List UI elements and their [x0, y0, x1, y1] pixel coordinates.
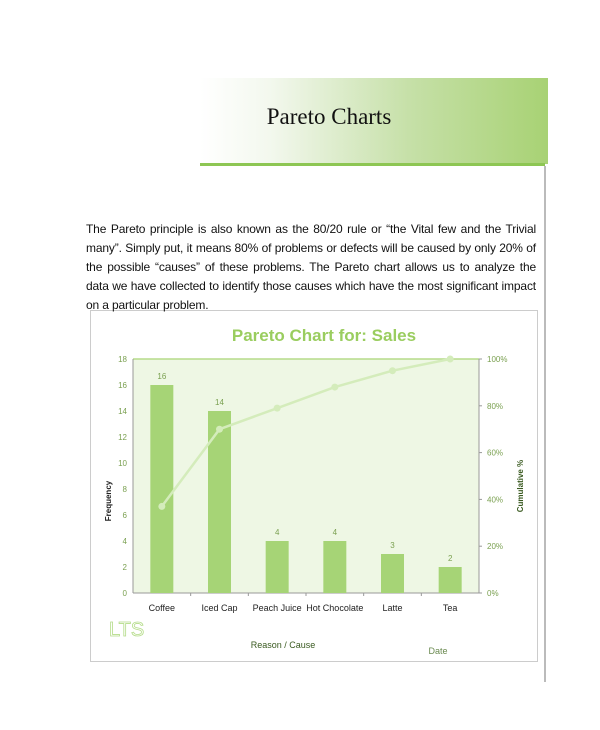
- y-tick-label: 10: [118, 459, 127, 468]
- x-tick-label: Hot Chocolate: [306, 603, 364, 613]
- cumulative-point: [331, 384, 338, 391]
- bar-coffee: [150, 385, 173, 593]
- bar-value-label: 16: [157, 372, 167, 381]
- page-title: Pareto Charts: [266, 104, 392, 129]
- y-tick-label: 2: [122, 563, 127, 572]
- y2-tick-label: 0%: [487, 589, 499, 598]
- bar-value-label: 4: [274, 528, 280, 537]
- x-tick-label: Coffee: [148, 603, 176, 613]
- header-divider: [200, 163, 545, 166]
- bar-value-label: 4: [332, 528, 338, 537]
- y-tick-label: 0: [122, 589, 127, 598]
- y2-tick-label: 60%: [487, 448, 504, 458]
- y-tick-label: 8: [122, 485, 127, 494]
- bar-hot-chocolate: [323, 541, 346, 593]
- chart-title: Pareto Chart for: Sales: [231, 326, 417, 345]
- bar-peach-juice: [266, 541, 289, 593]
- intro-paragraph: The Pareto principle is also known as the 80/20 rule or “the Vital few and the Trivial many”. Simply put, it means 80% of problems or defects will be caused by only 20% of the possible “causes” of these problems. The Pareto chart allows us to analyze the data we have collected to identify those causes which have the most significant impact on a particular problem.: [86, 222, 536, 312]
- chart-svg: [91, 311, 537, 661]
- bar-value-label: 14: [215, 398, 224, 407]
- cumulative-point: [216, 426, 223, 433]
- y2-axis-label: Cumulative %: [516, 459, 525, 513]
- y-tick-label: 6: [122, 511, 127, 520]
- page-right-border: [544, 166, 546, 682]
- x-tick-label: Peach Juice: [252, 603, 302, 613]
- y-axis-label: Frequency: [104, 480, 113, 522]
- y-tick-label: 4: [122, 537, 127, 546]
- y2-tick-label: 100%: [487, 355, 508, 364]
- y2-tick-label: 20%: [487, 542, 504, 552]
- bar-latte: [381, 554, 404, 593]
- cumulative-point: [389, 367, 396, 374]
- y-tick-label: 14: [118, 407, 127, 416]
- x-tick-label: Tea: [442, 603, 458, 613]
- y-tick-label: 16: [118, 381, 127, 390]
- pareto-chart: [90, 310, 538, 662]
- cumulative-point: [274, 405, 281, 412]
- cumulative-point: [447, 356, 454, 363]
- bar-value-label: 3: [390, 541, 395, 550]
- bar-value-label: 2: [447, 554, 453, 563]
- logo: LTS: [109, 619, 145, 641]
- y2-tick-label: 80%: [487, 401, 504, 411]
- y-tick-label: 18: [118, 355, 127, 364]
- x-axis-label: Reason / Cause: [250, 640, 316, 650]
- cumulative-point: [158, 503, 165, 510]
- x-tick-label: Latte: [382, 603, 403, 613]
- date-label: Date: [428, 646, 448, 656]
- bar-tea: [439, 567, 462, 593]
- x-tick-label: Iced Cap: [201, 603, 238, 613]
- y-tick-label: 12: [118, 433, 127, 442]
- y2-tick-label: 40%: [487, 495, 504, 505]
